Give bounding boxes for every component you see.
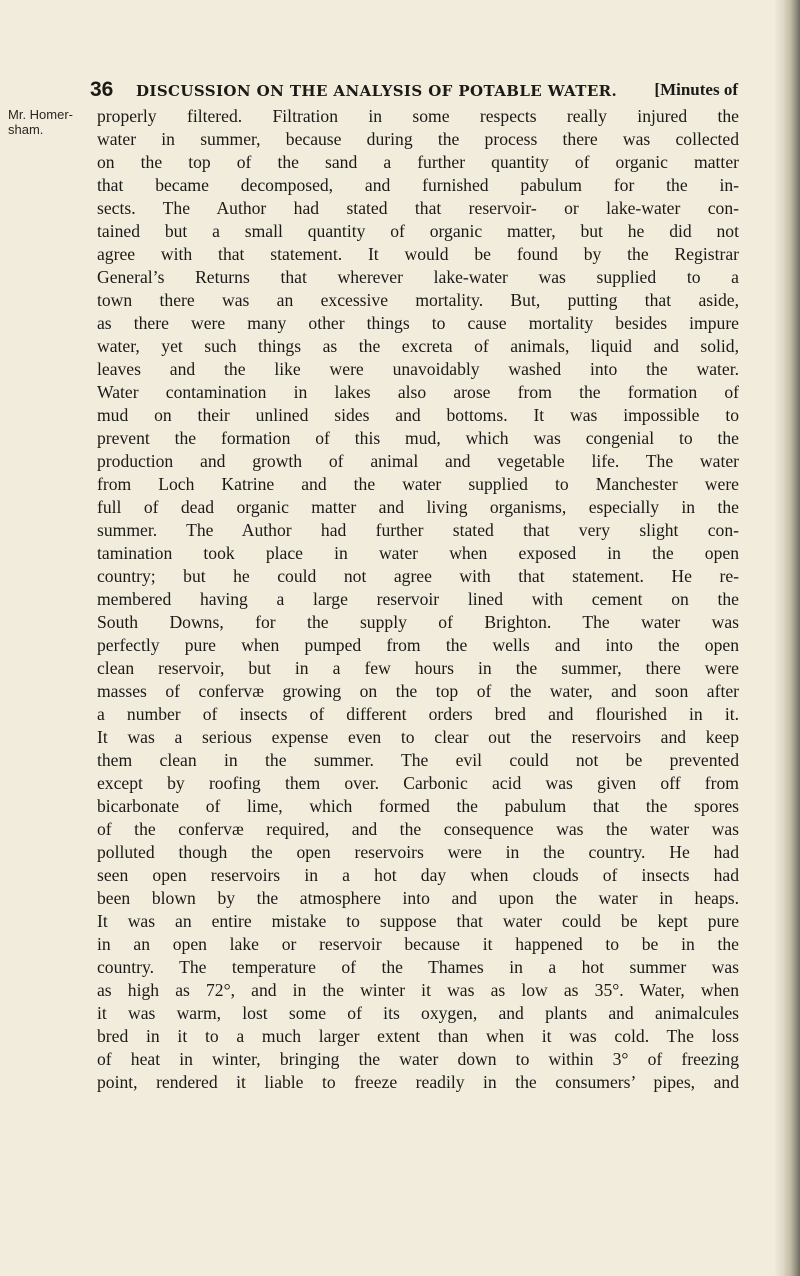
text-line: masses of confervæ growing on the top of the water, and soon after [97,681,739,701]
text-line: except by roofing them over. Carbonic acid was given off from [97,773,739,793]
text-line: of the confervæ required, and the consequence was the water was [97,819,739,839]
text-line: on the top of the sand a further quantity of organic matter [97,152,739,172]
text-line: leaves and the like were unavoidably washed into the water. [97,359,739,379]
text-line: country. The temperature of the Thames in a hot summer was [97,957,739,977]
sidenote-line: Mr. Homer- [8,107,73,122]
text-line: General’s Returns that wherever lake-water was supplied to a [97,267,739,287]
page-number: 36 [90,78,114,101]
speaker-sidenote [8,107,88,137]
page-header [90,78,738,108]
text-line: seen open reservoirs in a hot day when clouds of insects had [97,865,739,885]
text-line: as high as 72°, and in the winter it was as low as 35°. Water, when [97,980,739,1000]
text-line: in an open lake or reservoir because it happened to be in the [97,934,739,954]
page-edge [784,0,800,1276]
sidenote-line: sham. [8,122,44,137]
text-line: It was an entire mistake to suppose that water could be kept pure [97,911,739,931]
text-line: bicarbonate of lime, which formed the pabulum that the spores [97,796,739,816]
text-line: production and growth of animal and vegetable life. The water [97,451,739,471]
text-line: that became decomposed, and furnished pabulum for the in- [97,175,739,195]
body-paragraph [97,105,739,1094]
text-line: polluted though the open reservoirs were in the country. He had [97,842,739,862]
text-line: point, rendered it liable to freeze readily in the consumers’ pipes, and [97,1072,739,1092]
page-edge-shadow [774,0,784,1276]
text-line: tained but a small quantity of organic matter, but he did not [97,221,739,241]
text-line: bred in it to a much larger extent than when it was cold. The loss [97,1026,739,1046]
text-line: prevent the formation of this mud, which was congenial to the [97,428,739,448]
text-line: mud on their unlined sides and bottoms. It was impossible to [97,405,739,425]
text-line: a number of insects of different orders bred and flourished in it. [97,704,739,724]
text-line: Water contamination in lakes also arose from the formation of [97,382,739,402]
minutes-of-label: [Minutes of [654,80,738,99]
text-line: South Downs, for the supply of Brighton. The water was [97,612,739,632]
text-line: agree with that statement. It would be found by the Registrar [97,244,739,264]
text-line: of heat in winter, bringing the water down to within 3° of freezing [97,1049,739,1069]
text-line: it was warm, lost some of its oxygen, and plants and animalcules [97,1003,739,1023]
running-head: DISCUSSION ON THE ANALYSIS OF POTABLE WATER. [136,82,618,100]
text-line: water in summer, because during the process there was collected [97,129,739,149]
text-line: them clean in the summer. The evil could not be prevented [97,750,739,770]
text-line: been blown by the atmosphere into and upon the water in heaps. [97,888,739,908]
text-line: membered having a large reservoir lined with cement on the [97,589,739,609]
text-line: sects. The Author had stated that reservoir- or lake-water con- [97,198,739,218]
text-line: water, yet such things as the excreta of animals, liquid and solid, [97,336,739,356]
text-line: perfectly pure when pumped from the wells and into the open [97,635,739,655]
text-line: tamination took place in water when exposed in the open [97,543,739,563]
text-line: properly filtered. Filtration in some respects really injured the [97,106,739,126]
text-line: clean reservoir, but in a few hours in the summer, there were [97,658,739,678]
text-line: full of dead organic matter and living organisms, especially in the [97,497,739,517]
text-line: town there was an excessive mortality. But, putting that aside, [97,290,739,310]
text-line: summer. The Author had further stated that very slight con- [97,520,739,540]
text-line: It was a serious expense even to clear out the reservoirs and keep [97,727,739,747]
text-line: country; but he could not agree with that statement. He re- [97,566,739,586]
text-line: as there were many other things to cause mortality besides impure [97,313,739,333]
text-line: from Loch Katrine and the water supplied to Manchester were [97,474,739,494]
